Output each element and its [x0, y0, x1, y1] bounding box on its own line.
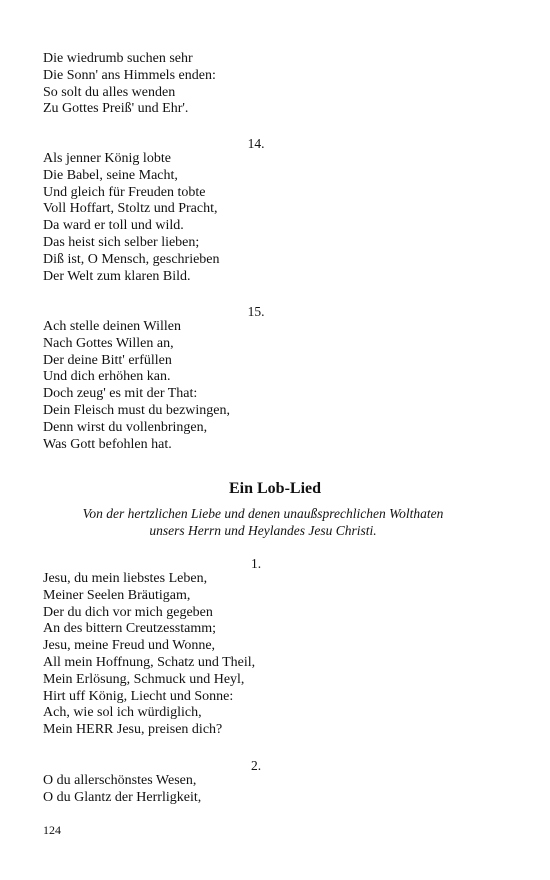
- verse-line: Denn wirst du vollenbringen,: [43, 419, 208, 435]
- verse-line: Doch zeug' es mit der That:: [43, 386, 198, 402]
- verse-line: Da ward er toll und wild.: [43, 218, 184, 234]
- verse-line: Die Babel, seine Macht,: [43, 167, 178, 183]
- verse-line: Der deine Bitt' erfüllen: [43, 352, 172, 368]
- stanza-15: [43, 319, 483, 453]
- stanza-14: [43, 151, 483, 285]
- verse-line: Meiner Seelen Bräutigam,: [43, 587, 191, 603]
- stanza-number: 15.: [247, 304, 265, 319]
- verse-line: Hirt uff König, Liecht und Sonne:: [43, 688, 234, 704]
- verse-line: Die Sonn' ans Himmels enden:: [43, 67, 216, 83]
- song-title: Ein Lob-Lied: [228, 480, 322, 497]
- verse-line: O du Glantz der Herrligkeit,: [43, 789, 202, 805]
- verse-line: O du allerschönstes Wesen,: [43, 773, 197, 788]
- verse-line: Nach Gottes Willen an,: [43, 335, 174, 351]
- verse-line: Der du dich vor mich gegeben: [43, 604, 213, 620]
- stanza-number: 1.: [250, 556, 262, 571]
- verse-line: Dein Fleisch must du bezwingen,: [43, 402, 231, 418]
- page-number: 124: [43, 823, 61, 837]
- verse-line: Was Gott befohlen hat.: [43, 436, 172, 452]
- subtitle-line: Von der hertzlichen Liebe und denen unaußsprechlichen Wolthaten: [82, 506, 444, 521]
- song-stanza-2: [43, 773, 483, 807]
- verse-line: Und dich erhöhen kan.: [43, 369, 171, 385]
- verse-line: Die wiedrumb suchen sehr: [43, 51, 193, 66]
- stanza-number: 14.: [247, 136, 265, 151]
- subtitle-line: unsers Herrn und Heylandes Jesu Christi.: [149, 522, 377, 538]
- verse-line: Der Welt zum klaren Bild.: [43, 268, 191, 284]
- verse-line: Jesu, meine Freud und Wonne,: [43, 638, 216, 654]
- verse-line: Mein HERR Jesu, preisen dich?: [43, 722, 223, 738]
- verse-line: Voll Hoffart, Stoltz und Pracht,: [43, 201, 218, 217]
- verse-line: An des bittern Creutzesstamm;: [43, 621, 217, 637]
- song-subtitle: [43, 506, 483, 539]
- verse-line: Das heist sich selber lieben;: [43, 234, 200, 250]
- verse-line: Und gleich für Freuden tobte: [43, 184, 206, 200]
- verse-line: Jesu, du mein liebstes Leben,: [43, 571, 208, 586]
- verse-line: Ach stelle deinen Willen: [43, 319, 181, 334]
- stanza-number: 2.: [250, 758, 262, 773]
- verse-line: Zu Gottes Preiß' und Ehr'.: [43, 101, 189, 117]
- song-stanza-1: [43, 571, 483, 739]
- verse-line: So solt du alles wenden: [43, 84, 176, 100]
- verse-line: Ach, wie sol ich würdiglich,: [43, 705, 202, 721]
- stanza-13-end: [43, 51, 483, 118]
- verse-line: All mein Hoffnung, Schatz und Theil,: [43, 654, 256, 670]
- verse-line: Diß ist, O Mensch, geschrieben: [43, 251, 220, 267]
- verse-line: Mein Erlösung, Schmuck und Heyl,: [43, 671, 245, 687]
- verse-line: Als jenner König lobte: [43, 151, 171, 166]
